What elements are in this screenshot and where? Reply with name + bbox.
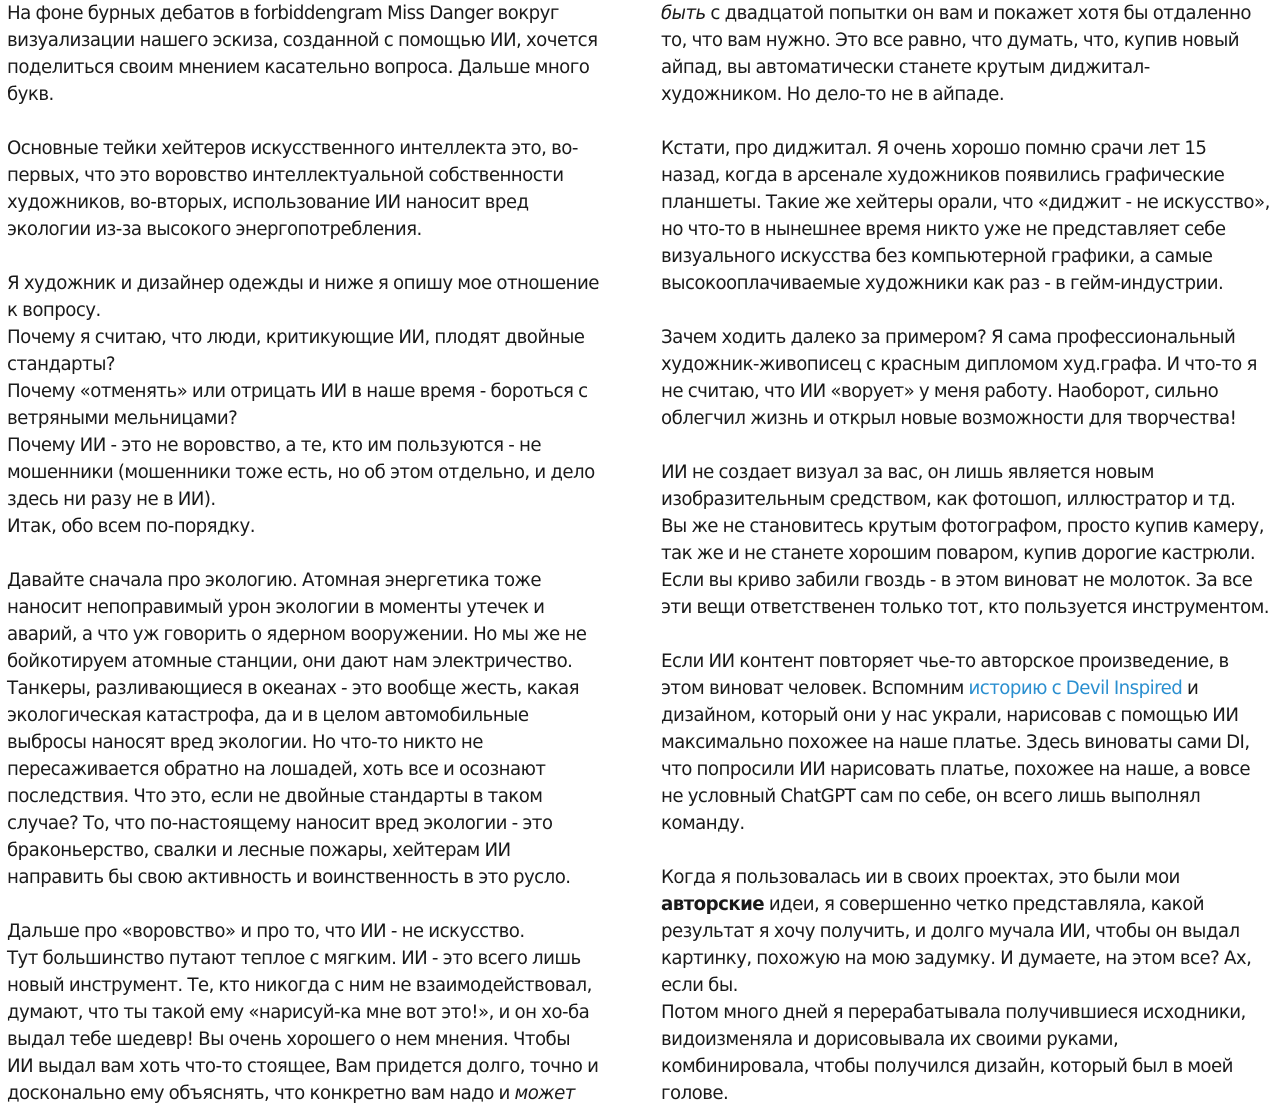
text-line: художников, во-вторых, использование ИИ наносит вред xyxy=(7,192,529,213)
text-line: визуального искусства без компьютерной графики, а самые xyxy=(661,246,1213,267)
paragraph-own-projects xyxy=(661,864,1281,1107)
paragraph-digital xyxy=(661,135,1281,297)
text-line: Если вы криво забили гвоздь - в этом виноват не молоток. За все xyxy=(661,570,1253,591)
text-line xyxy=(661,891,1281,918)
text-line: Дальше про «воровство» и про то, что ИИ - не искусство. xyxy=(7,921,525,942)
text-line: Если ИИ контент повторяет чье-то авторское произведение, в xyxy=(661,651,1229,672)
text-line: Итак, обо всем по-порядку. xyxy=(7,516,255,537)
text-line: эти вещи ответственен только тот, кто пользуется инструментом. xyxy=(661,597,1269,618)
italic-text: может xyxy=(514,1083,575,1104)
left-column xyxy=(7,0,622,1107)
text-line: художником. Но дело-то не в айпаде. xyxy=(661,84,1005,105)
paragraph-tool xyxy=(661,459,1281,621)
text-line: дизайном, который они у нас украли, нарисовав с помощью ИИ xyxy=(661,705,1239,726)
text-line: экологии из-за высокого энергопотребления. xyxy=(7,219,422,240)
text-line: Я художник и дизайнер одежды и ниже я опишу мое отношение xyxy=(7,273,599,294)
text-line: то, что вам нужно. Это все равно, что думать, что, купив новый xyxy=(661,30,1240,51)
paragraph-own-projects-lines xyxy=(661,918,1281,1107)
text-line: случае? То, что по-настоящему наносит вред экологии - это xyxy=(7,813,553,834)
text-line: Потом много дней я перерабатывала получившиеся исходники, xyxy=(661,1002,1246,1023)
text-line: голове. xyxy=(661,1083,729,1104)
text-line: планшеты. Такие же хейтеры орали, что «диджит - не искусство», xyxy=(661,192,1270,213)
text-line: ветряными мельницами? xyxy=(7,408,238,429)
text-line: На фоне бурных дебатов в forbiddengram Miss Danger вокруг xyxy=(7,3,559,24)
text-line: Когда я пользовалась ии в своих проектах, это были мои xyxy=(661,867,1180,888)
text-line: новый инструмент. Те, кто никогда с ним не взаимодействовал, xyxy=(7,975,592,996)
text-line: Зачем ходить далеко за примером? Я сама профессиональный xyxy=(661,327,1236,348)
text-line: команду. xyxy=(661,813,745,834)
text-line: максимально похожее на наше платье. Здесь виноваты сами DI, xyxy=(661,732,1250,753)
text-line: аварий, а что уж говорить о ядерном вооружении. Но мы же не xyxy=(7,624,587,645)
right-column xyxy=(661,0,1281,1107)
text-line: изобразительным средством, как фотошоп, иллюстратор и тд. xyxy=(661,489,1236,510)
text-line: наносит непоправимый урон экологии в моменты утечек и xyxy=(7,597,545,618)
text-line: назад, когда в арсенале художников появились графические xyxy=(661,165,1225,186)
paragraph-devil-inspired xyxy=(661,648,1281,837)
text-line: Почему «отменять» или отрицать ИИ в наше время - бороться с xyxy=(7,381,588,402)
text-line: браконьерство, свалки и лесные пожары, хейтерам ИИ xyxy=(7,840,511,861)
text-line: Почему я считаю, что люди, критикующие ИИ, плодят двойные xyxy=(7,327,585,348)
text-line xyxy=(661,675,1281,702)
text-line: айпад, вы автоматически станете крутым диджитал- xyxy=(661,57,1150,78)
text-line: Давайте сначала про экологию. Атомная энергетика тоже xyxy=(7,570,541,591)
text-line: стандарты? xyxy=(7,354,116,375)
text-line: последствия. Что это, если не двойные стандарты в таком xyxy=(7,786,543,807)
text-line: ИИ не создает визуал за вас, он лишь является новым xyxy=(661,462,1154,483)
text-line: высокооплачиваемые художники как раз - в гейм-индустрии. xyxy=(661,273,1224,294)
text-line: экологическая катастрофа, да и в целом автомобильные xyxy=(7,705,529,726)
text-line: Кстати, про диджитал. Я очень хорошо помню срачи лет 15 xyxy=(661,138,1207,159)
text-line: к вопросу. xyxy=(7,300,101,321)
text-line: поделиться своим мнением касательно вопроса. Дальше много xyxy=(7,57,590,78)
text-line: не условный ChatGPT сам по себе, он всего лишь выполнял xyxy=(661,786,1201,807)
paragraph-hater-takes xyxy=(7,135,622,243)
text-line xyxy=(7,1080,622,1107)
text-line: выдал тебе шедевр! Вы очень хорошего о нем мнения. Чтобы xyxy=(7,1029,571,1050)
paragraph-questions xyxy=(7,270,622,540)
text-line: визуализации нашего эскиза, созданной с помощью ИИ, хочется xyxy=(7,30,598,51)
text-line: выбросы наносят вред экологии. Но что-то никто не xyxy=(7,732,483,753)
paragraph-devil-inspired-lines xyxy=(661,702,1281,837)
text-line: здесь ни разу не в ИИ). xyxy=(7,489,216,510)
text-line: направить бы свою активность и воинственность в это русло. xyxy=(7,867,571,888)
text-line: что попросили ИИ нарисовать платье, похожее на наше, а вовсе xyxy=(661,759,1250,780)
text-span: досконально ему объяснять, что конкретно вам надо и xyxy=(7,1083,515,1104)
text-span: и xyxy=(1182,678,1199,699)
text-line: картинку, похожую на мою задумку. И думаете, на этом все? Ах, xyxy=(661,948,1252,969)
text-line: комбинировала, чтобы получился дизайн, который был в моей xyxy=(661,1056,1233,1077)
text-line: облегчил жизнь и открыл новые возможности для творчества! xyxy=(661,408,1237,429)
text-span: с двадцатой попытки он вам и покажет хотя бы отдаленно xyxy=(705,3,1251,24)
text-line: Вы же не становитесь крутым фотографом, просто купив камеру, xyxy=(661,516,1264,537)
paragraph-theft-lines xyxy=(7,918,622,1080)
text-span: идеи, я совершенно четко представляла, какой xyxy=(764,894,1204,915)
text-line: думают, что ты такой ему «нарисуй-ка мне вот это!», и он хо-ба xyxy=(7,1002,590,1023)
paragraph-professional xyxy=(661,324,1281,432)
text-line: мошенники (мошенники тоже есть, но об этом отдельно, и дело xyxy=(7,462,595,483)
devil-inspired-story-link[interactable]: историю с Devil Inspired xyxy=(968,678,1183,699)
paragraph-intro xyxy=(7,0,622,108)
bold-text: авторские xyxy=(661,894,765,915)
text-line: Основные тейки хейтеров искусственного интеллекта это, во- xyxy=(7,138,578,159)
italic-text: быть xyxy=(661,3,706,24)
paragraph-theft xyxy=(7,918,622,1107)
text-line: результат я хочу получить, и долго мучала ИИ, чтобы он выдал xyxy=(661,921,1240,942)
paragraph-ipad-lines xyxy=(661,27,1281,108)
text-line: не считаю, что ИИ «ворует» у меня работу. Наоборот, сильно xyxy=(661,381,1219,402)
text-line xyxy=(661,0,1281,27)
text-line: но что-то в нынешнее время никто уже не представляет себе xyxy=(661,219,1226,240)
text-line: ИИ выдал вам хоть что-то стоящее, Вам придется долго, точно и xyxy=(7,1056,599,1077)
text-line: бойкотируем атомные станции, они дают нам электричество. xyxy=(7,651,573,672)
paragraph-ecology xyxy=(7,567,622,891)
text-line: первых, что это воровство интеллектуальной собственности xyxy=(7,165,564,186)
text-line: если бы. xyxy=(661,975,738,996)
text-line: так же и не станете хорошим поваром, купив дорогие кастрюли. xyxy=(661,543,1256,564)
text-line: Почему ИИ - это не воровство, а те, кто им пользуются - не xyxy=(7,435,541,456)
text-line: букв. xyxy=(7,84,54,105)
paragraph-ipad xyxy=(661,0,1281,108)
text-line: Танкеры, разливающиеся в океанах - это вообще жесть, какая xyxy=(7,678,580,699)
text-span: этом виноват человек. Вспомним xyxy=(661,678,969,699)
text-line: пересаживается обратно на лошадей, хоть все и осознают xyxy=(7,759,546,780)
text-line: видоизменяла и дорисовывала их своими руками, xyxy=(661,1029,1119,1050)
text-line: Тут большинство путают теплое с мягким. ИИ - это всего лишь xyxy=(7,948,581,969)
text-line: художник-живописец с красным дипломом худ.графа. И что-то я xyxy=(661,354,1257,375)
